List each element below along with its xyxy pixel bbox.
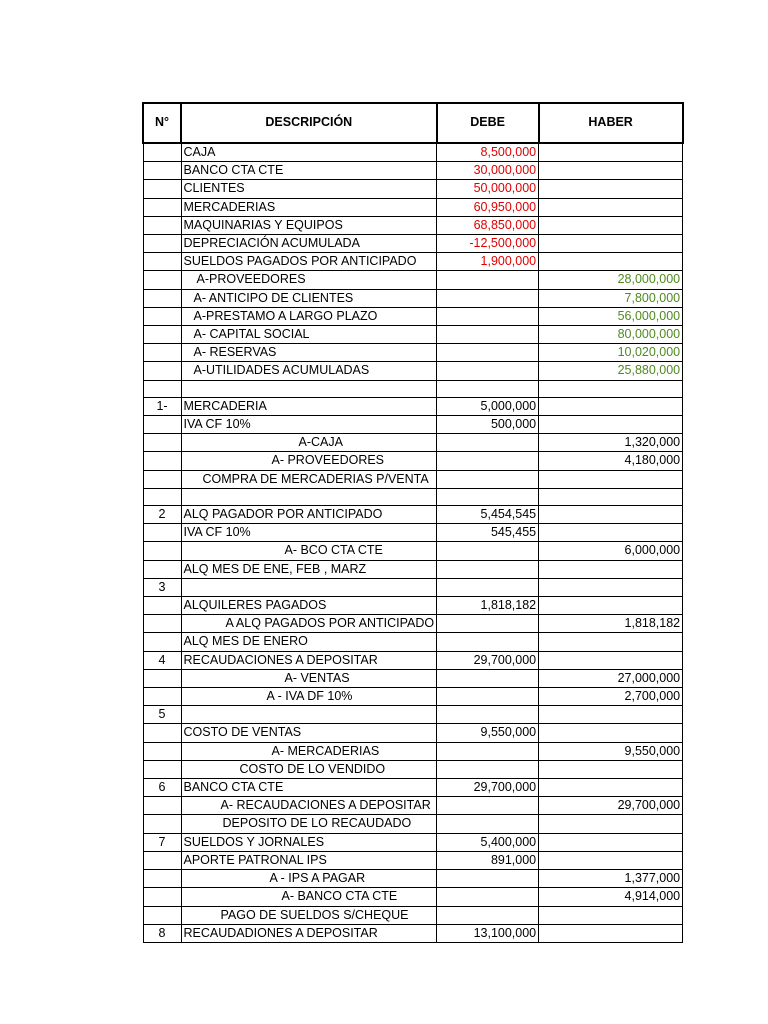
debit-cell: 500,000 bbox=[437, 416, 539, 434]
table-row bbox=[143, 506, 683, 524]
credit-cell bbox=[539, 488, 683, 505]
entry-number-cell bbox=[143, 380, 181, 397]
debit-cell bbox=[437, 688, 539, 706]
credit-cell bbox=[539, 815, 683, 833]
header-number: N° bbox=[143, 103, 181, 143]
description-cell: A-PROVEEDORES bbox=[181, 271, 437, 289]
credit-cell: 28,000,000 bbox=[539, 271, 683, 289]
description-cell: A-CAJA bbox=[181, 434, 437, 452]
description-cell: DEPRECIACIÓN ACUMULADA bbox=[181, 235, 437, 253]
entry-number-cell bbox=[143, 488, 181, 505]
table-row bbox=[143, 560, 683, 578]
debit-cell bbox=[437, 362, 539, 380]
entry-number-cell bbox=[143, 344, 181, 362]
table-row bbox=[143, 216, 683, 234]
description-cell: A- RESERVAS bbox=[181, 344, 437, 362]
table-row bbox=[143, 488, 683, 505]
debit-cell: 9,550,000 bbox=[437, 724, 539, 742]
description-cell: A- VENTAS bbox=[181, 669, 437, 687]
description-cell: MERCADERIAS bbox=[181, 198, 437, 216]
description-cell: A- RECAUDACIONES A DEPOSITAR bbox=[181, 797, 437, 815]
table-row bbox=[143, 253, 683, 271]
table-row bbox=[143, 924, 683, 942]
debit-cell bbox=[437, 380, 539, 397]
table-row bbox=[143, 815, 683, 833]
debit-cell: 29,700,000 bbox=[437, 779, 539, 797]
description-cell: A-UTILIDADES ACUMULADAS bbox=[181, 362, 437, 380]
table-row bbox=[143, 669, 683, 687]
credit-cell bbox=[539, 198, 683, 216]
table-row bbox=[143, 470, 683, 488]
description-cell: ALQUILERES PAGADOS bbox=[181, 597, 437, 615]
debit-cell: 5,000,000 bbox=[437, 397, 539, 415]
debit-cell bbox=[437, 797, 539, 815]
entry-number-cell bbox=[143, 362, 181, 380]
credit-cell: 7,800,000 bbox=[539, 289, 683, 307]
entry-number-cell bbox=[143, 615, 181, 633]
entry-number-cell: 5 bbox=[143, 706, 181, 724]
credit-cell bbox=[539, 597, 683, 615]
entry-number-cell: 3 bbox=[143, 578, 181, 596]
debit-cell: 60,950,000 bbox=[437, 198, 539, 216]
entry-number-cell bbox=[143, 289, 181, 307]
header-row bbox=[143, 103, 683, 143]
credit-cell bbox=[539, 560, 683, 578]
description-cell: A- CAPITAL SOCIAL bbox=[181, 326, 437, 344]
description-cell: A ALQ PAGADOS POR ANTICIPADO bbox=[181, 615, 437, 633]
entry-number-cell: 6 bbox=[143, 779, 181, 797]
debit-cell: 1,900,000 bbox=[437, 253, 539, 271]
debit-cell: -12,500,000 bbox=[437, 235, 539, 253]
entry-number-cell bbox=[143, 253, 181, 271]
debit-cell bbox=[437, 326, 539, 344]
debit-cell bbox=[437, 742, 539, 760]
debit-cell: 545,455 bbox=[437, 524, 539, 542]
entry-number-cell bbox=[143, 724, 181, 742]
table-row bbox=[143, 524, 683, 542]
description-cell bbox=[181, 380, 437, 397]
entry-number-cell bbox=[143, 669, 181, 687]
table-row bbox=[143, 851, 683, 869]
description-cell: COMPRA DE MERCADERIAS P/VENTA bbox=[181, 470, 437, 488]
entry-number-cell bbox=[143, 452, 181, 470]
debit-cell bbox=[437, 669, 539, 687]
table-row bbox=[143, 307, 683, 325]
entry-number-cell bbox=[143, 888, 181, 906]
debit-cell bbox=[437, 470, 539, 488]
description-cell: COSTO DE VENTAS bbox=[181, 724, 437, 742]
header-description: DESCRIPCIÓN bbox=[181, 103, 437, 143]
table-row bbox=[143, 235, 683, 253]
credit-cell bbox=[539, 162, 683, 180]
journal-table bbox=[142, 102, 684, 943]
header-debit: DEBE bbox=[437, 103, 539, 143]
debit-cell: 891,000 bbox=[437, 851, 539, 869]
entry-number-cell: 8 bbox=[143, 924, 181, 942]
debit-cell bbox=[437, 815, 539, 833]
table-row bbox=[143, 833, 683, 851]
table-row bbox=[143, 326, 683, 344]
description-cell: IVA CF 10% bbox=[181, 416, 437, 434]
entry-number-cell bbox=[143, 597, 181, 615]
entry-number-cell bbox=[143, 688, 181, 706]
table-row bbox=[143, 344, 683, 362]
credit-cell: 9,550,000 bbox=[539, 742, 683, 760]
description-cell bbox=[181, 706, 437, 724]
description-cell: ALQ MES DE ENE, FEB , MARZ bbox=[181, 560, 437, 578]
entry-number-cell: 1- bbox=[143, 397, 181, 415]
debit-cell bbox=[437, 344, 539, 362]
credit-cell bbox=[539, 416, 683, 434]
ledger-sheet bbox=[142, 102, 684, 943]
table-row bbox=[143, 779, 683, 797]
entry-number-cell bbox=[143, 797, 181, 815]
entry-number-cell: 4 bbox=[143, 651, 181, 669]
table-row bbox=[143, 380, 683, 397]
credit-cell bbox=[539, 253, 683, 271]
table-row bbox=[143, 633, 683, 651]
journal-body bbox=[143, 143, 683, 942]
credit-cell bbox=[539, 235, 683, 253]
table-row bbox=[143, 888, 683, 906]
table-row bbox=[143, 797, 683, 815]
table-row bbox=[143, 362, 683, 380]
debit-cell bbox=[437, 542, 539, 560]
credit-cell bbox=[539, 724, 683, 742]
debit-cell bbox=[437, 760, 539, 778]
credit-cell bbox=[539, 906, 683, 924]
debit-cell bbox=[437, 289, 539, 307]
description-cell: A - IPS A PAGAR bbox=[181, 870, 437, 888]
credit-cell: 1,377,000 bbox=[539, 870, 683, 888]
credit-cell: 80,000,000 bbox=[539, 326, 683, 344]
description-cell: COSTO DE LO VENDIDO bbox=[181, 760, 437, 778]
credit-cell bbox=[539, 651, 683, 669]
debit-cell bbox=[437, 452, 539, 470]
debit-cell bbox=[437, 578, 539, 596]
table-row bbox=[143, 452, 683, 470]
debit-cell: 50,000,000 bbox=[437, 180, 539, 198]
description-cell: A- MERCADERIAS bbox=[181, 742, 437, 760]
description-cell: MAQUINARIAS Y EQUIPOS bbox=[181, 216, 437, 234]
table-row bbox=[143, 742, 683, 760]
table-row bbox=[143, 597, 683, 615]
entry-number-cell: 7 bbox=[143, 833, 181, 851]
credit-cell: 4,914,000 bbox=[539, 888, 683, 906]
description-cell: A- ANTICIPO DE CLIENTES bbox=[181, 289, 437, 307]
entry-number-cell bbox=[143, 143, 181, 162]
description-cell: CAJA bbox=[181, 143, 437, 162]
description-cell: SUELDOS Y JORNALES bbox=[181, 833, 437, 851]
entry-number-cell bbox=[143, 524, 181, 542]
table-row bbox=[143, 162, 683, 180]
debit-cell bbox=[437, 870, 539, 888]
credit-cell: 29,700,000 bbox=[539, 797, 683, 815]
credit-cell: 4,180,000 bbox=[539, 452, 683, 470]
entry-number-cell bbox=[143, 760, 181, 778]
debit-cell bbox=[437, 633, 539, 651]
credit-cell: 10,020,000 bbox=[539, 344, 683, 362]
entry-number-cell bbox=[143, 542, 181, 560]
description-cell: RECAUDACIONES A DEPOSITAR bbox=[181, 651, 437, 669]
table-row bbox=[143, 578, 683, 596]
description-cell: BANCO CTA CTE bbox=[181, 162, 437, 180]
debit-cell: 13,100,000 bbox=[437, 924, 539, 942]
credit-cell bbox=[539, 833, 683, 851]
credit-cell: 6,000,000 bbox=[539, 542, 683, 560]
credit-cell bbox=[539, 470, 683, 488]
description-cell: CLIENTES bbox=[181, 180, 437, 198]
entry-number-cell bbox=[143, 851, 181, 869]
entry-number-cell bbox=[143, 271, 181, 289]
entry-number-cell bbox=[143, 416, 181, 434]
entry-number-cell: 2 bbox=[143, 506, 181, 524]
debit-cell bbox=[437, 307, 539, 325]
entry-number-cell bbox=[143, 815, 181, 833]
description-cell: BANCO CTA CTE bbox=[181, 779, 437, 797]
description-cell: ALQ MES DE ENERO bbox=[181, 633, 437, 651]
credit-cell bbox=[539, 760, 683, 778]
description-cell: APORTE PATRONAL IPS bbox=[181, 851, 437, 869]
description-cell: A- PROVEEDORES bbox=[181, 452, 437, 470]
description-cell: A-PRESTAMO A LARGO PLAZO bbox=[181, 307, 437, 325]
table-row bbox=[143, 724, 683, 742]
entry-number-cell bbox=[143, 326, 181, 344]
description-cell: A - IVA DF 10% bbox=[181, 688, 437, 706]
description-cell: RECAUDADIONES A DEPOSITAR bbox=[181, 924, 437, 942]
table-row bbox=[143, 289, 683, 307]
credit-cell bbox=[539, 380, 683, 397]
debit-cell bbox=[437, 706, 539, 724]
entry-number-cell bbox=[143, 162, 181, 180]
credit-cell: 1,320,000 bbox=[539, 434, 683, 452]
description-cell: ALQ PAGADOR POR ANTICIPADO bbox=[181, 506, 437, 524]
table-row bbox=[143, 180, 683, 198]
entry-number-cell bbox=[143, 906, 181, 924]
debit-cell bbox=[437, 488, 539, 505]
table-row bbox=[143, 760, 683, 778]
entry-number-cell bbox=[143, 633, 181, 651]
credit-cell bbox=[539, 524, 683, 542]
credit-cell bbox=[539, 779, 683, 797]
entry-number-cell bbox=[143, 870, 181, 888]
credit-cell bbox=[539, 506, 683, 524]
entry-number-cell bbox=[143, 235, 181, 253]
entry-number-cell bbox=[143, 307, 181, 325]
credit-cell: 25,880,000 bbox=[539, 362, 683, 380]
credit-cell bbox=[539, 706, 683, 724]
debit-cell: 29,700,000 bbox=[437, 651, 539, 669]
credit-cell: 56,000,000 bbox=[539, 307, 683, 325]
credit-cell bbox=[539, 216, 683, 234]
credit-cell bbox=[539, 143, 683, 162]
debit-cell bbox=[437, 434, 539, 452]
table-row bbox=[143, 706, 683, 724]
credit-cell bbox=[539, 633, 683, 651]
table-row bbox=[143, 906, 683, 924]
credit-cell: 27,000,000 bbox=[539, 669, 683, 687]
description-cell: A- BCO CTA CTE bbox=[181, 542, 437, 560]
table-row bbox=[143, 397, 683, 415]
debit-cell: 1,818,182 bbox=[437, 597, 539, 615]
entry-number-cell bbox=[143, 434, 181, 452]
entry-number-cell bbox=[143, 180, 181, 198]
entry-number-cell bbox=[143, 470, 181, 488]
entry-number-cell bbox=[143, 198, 181, 216]
credit-cell bbox=[539, 851, 683, 869]
description-cell: SUELDOS PAGADOS POR ANTICIPADO bbox=[181, 253, 437, 271]
description-cell bbox=[181, 578, 437, 596]
credit-cell: 1,818,182 bbox=[539, 615, 683, 633]
credit-cell bbox=[539, 924, 683, 942]
description-cell: IVA CF 10% bbox=[181, 524, 437, 542]
table-row bbox=[143, 271, 683, 289]
header-credit: HABER bbox=[539, 103, 683, 143]
description-cell: DEPOSITO DE LO RECAUDADO bbox=[181, 815, 437, 833]
table-row bbox=[143, 434, 683, 452]
table-row bbox=[143, 542, 683, 560]
debit-cell: 5,400,000 bbox=[437, 833, 539, 851]
table-row bbox=[143, 651, 683, 669]
debit-cell: 5,454,545 bbox=[437, 506, 539, 524]
table-row bbox=[143, 688, 683, 706]
entry-number-cell bbox=[143, 560, 181, 578]
table-row bbox=[143, 143, 683, 162]
debit-cell: 68,850,000 bbox=[437, 216, 539, 234]
debit-cell: 30,000,000 bbox=[437, 162, 539, 180]
table-row bbox=[143, 416, 683, 434]
debit-cell bbox=[437, 888, 539, 906]
debit-cell bbox=[437, 271, 539, 289]
debit-cell: 8,500,000 bbox=[437, 143, 539, 162]
entry-number-cell bbox=[143, 216, 181, 234]
debit-cell bbox=[437, 615, 539, 633]
entry-number-cell bbox=[143, 742, 181, 760]
credit-cell bbox=[539, 397, 683, 415]
credit-cell: 2,700,000 bbox=[539, 688, 683, 706]
credit-cell bbox=[539, 578, 683, 596]
description-cell: MERCADERIA bbox=[181, 397, 437, 415]
description-cell: A- BANCO CTA CTE bbox=[181, 888, 437, 906]
debit-cell bbox=[437, 560, 539, 578]
debit-cell bbox=[437, 906, 539, 924]
table-row bbox=[143, 870, 683, 888]
table-row bbox=[143, 198, 683, 216]
credit-cell bbox=[539, 180, 683, 198]
description-cell: PAGO DE SUELDOS S/CHEQUE bbox=[181, 906, 437, 924]
table-row bbox=[143, 615, 683, 633]
description-cell bbox=[181, 488, 437, 505]
